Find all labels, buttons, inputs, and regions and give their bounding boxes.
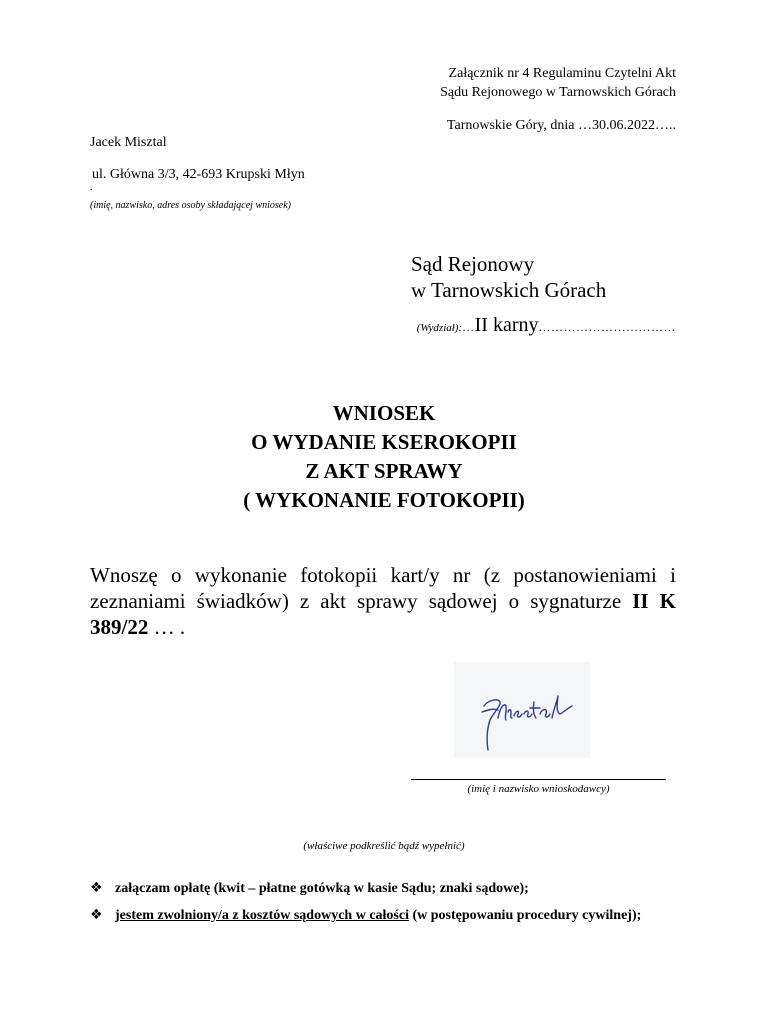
division-hint: (Wydział):	[416, 322, 463, 334]
request-text: Wnoszę o wykonanie fotokopii kart/y nr (z postanowieniami i zeznaniami świadków) z akt sprawy sądowej o sygnaturze	[90, 563, 676, 613]
title-line-4: ( WYKONANIE FOTOKOPII)	[243, 488, 525, 512]
annex-line-2: Sądu Rejonowego w Tarnowskich Górach	[440, 85, 676, 100]
division-field	[417, 313, 676, 340]
signature-drawing	[454, 662, 590, 758]
option-exemption-note: (w postępowaniu procedury cywilnej);	[408, 908, 642, 923]
handwritten-signature	[454, 662, 590, 758]
court-city: w Tarnowskich Górach	[411, 278, 607, 302]
fill-instruction: (właściwe podkreślić bądź wypełnić)	[303, 840, 465, 852]
diamond-bullet-icon: ❖	[90, 907, 103, 923]
title-line-2: O WYDANIE KSEROKOPII	[251, 430, 517, 454]
court-name: Sąd Rejonowy	[411, 252, 535, 276]
list-item	[90, 903, 676, 928]
case-number: II K 389/22	[90, 589, 676, 639]
title-line-1: WNIOSEK	[332, 401, 436, 425]
option-fee: załączam opłatę (kwit – płatne gotówką w kasie Sądu; znaki sądowe);	[115, 881, 529, 896]
signature-line	[411, 779, 666, 780]
title-line-3: Z AKT SPRAWY	[305, 459, 463, 483]
request-trail: … .	[148, 615, 186, 639]
diamond-bullet-icon: ❖	[90, 880, 103, 896]
division-lead-dots: …	[462, 320, 475, 334]
document-title	[0, 399, 768, 515]
signature-hint: (imię i nazwisko wnioskodawcy)	[467, 783, 610, 795]
applicant-hint: (imię, nazwisko, adres osoby składającej wniosek)	[90, 200, 291, 211]
applicant-name: Jacek Misztal	[90, 135, 167, 150]
court-address	[411, 251, 606, 303]
division-value: II karny	[474, 314, 539, 336]
annex-line-1: Załącznik nr 4 Regulaminu Czytelni Akt	[448, 66, 676, 81]
options-list	[90, 876, 676, 930]
list-item	[90, 876, 676, 901]
division-trail-dots: ……………………………	[538, 320, 676, 334]
option-exemption: jestem zwolniony/a z kosztów sądowych w całości	[115, 908, 409, 923]
applicant-address: ul. Główna 3/3, 42-693 Krupski Młyn	[92, 167, 305, 182]
stray-dot: .	[90, 182, 93, 193]
place-date: Tarnowskie Góry, dnia …30.06.2022…..	[446, 118, 676, 133]
annex-note	[440, 64, 676, 102]
request-paragraph	[90, 562, 676, 640]
